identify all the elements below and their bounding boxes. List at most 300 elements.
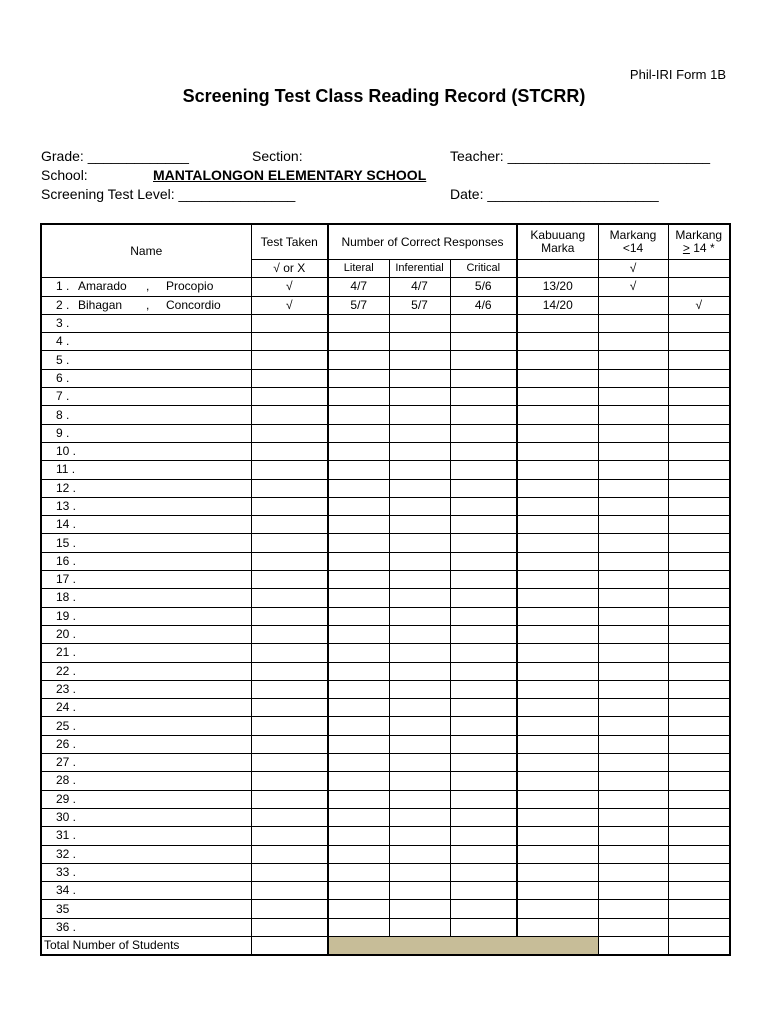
inferential-cell bbox=[389, 424, 450, 442]
kabuuang-cell bbox=[517, 534, 598, 552]
kabuuang-cell: 14/20 bbox=[517, 296, 598, 314]
student-name-cell bbox=[41, 351, 251, 369]
test-taken-cell bbox=[251, 808, 328, 826]
literal-cell bbox=[328, 571, 389, 589]
form-id: Phil-IRI Form 1B bbox=[629, 67, 726, 82]
row-number: 31 . bbox=[56, 828, 77, 843]
critical-cell bbox=[450, 571, 517, 589]
markang-ge14-cell bbox=[668, 699, 730, 717]
inferential-cell bbox=[389, 442, 450, 460]
student-name-cell bbox=[41, 607, 251, 625]
table-row bbox=[41, 644, 730, 662]
markang-ge14-cell bbox=[668, 479, 730, 497]
section-field: Section: bbox=[252, 148, 303, 164]
row-number: 17 . bbox=[56, 572, 77, 587]
kabuuang-cell bbox=[517, 845, 598, 863]
test-taken-cell bbox=[251, 845, 328, 863]
kabuuang-cell bbox=[517, 607, 598, 625]
markang-lt14-cell bbox=[598, 863, 668, 881]
literal-cell bbox=[328, 552, 389, 570]
kabuuang-cell bbox=[517, 699, 598, 717]
inferential-cell bbox=[389, 735, 450, 753]
kabuuang-cell bbox=[517, 552, 598, 570]
literal-cell bbox=[328, 516, 389, 534]
inferential-cell bbox=[389, 607, 450, 625]
markang-ge14-cell bbox=[668, 461, 730, 479]
inferential-cell bbox=[389, 589, 450, 607]
critical-cell bbox=[450, 351, 517, 369]
kabuuang-cell bbox=[517, 589, 598, 607]
student-name-cell bbox=[41, 717, 251, 735]
markang-lt14-cell bbox=[598, 516, 668, 534]
kabuuang-cell bbox=[517, 625, 598, 643]
table-row bbox=[41, 772, 730, 790]
test-taken-cell bbox=[251, 625, 328, 643]
markang-ge14-line2: 14 * bbox=[689, 241, 715, 255]
student-last-name: Bihagan bbox=[78, 297, 123, 312]
table-row bbox=[41, 388, 730, 406]
critical-cell bbox=[450, 699, 517, 717]
student-name-cell bbox=[41, 680, 251, 698]
literal-cell bbox=[328, 497, 389, 515]
student-name-cell bbox=[41, 388, 251, 406]
critical-cell bbox=[450, 808, 517, 826]
student-name-cell bbox=[41, 424, 251, 442]
inferential-cell bbox=[389, 351, 450, 369]
critical-cell bbox=[450, 625, 517, 643]
kabuuang-cell bbox=[517, 662, 598, 680]
row-number: 30 . bbox=[56, 810, 77, 825]
page-title: Screening Test Class Reading Record (STCRR) bbox=[182, 86, 586, 106]
table-row bbox=[41, 333, 730, 351]
test-taken-cell bbox=[251, 882, 328, 900]
literal-cell bbox=[328, 772, 389, 790]
critical-cell bbox=[450, 882, 517, 900]
row-number: 12 . bbox=[56, 480, 77, 495]
row-number: 35 bbox=[56, 901, 70, 916]
kabuuang-cell bbox=[517, 461, 598, 479]
literal-cell bbox=[328, 442, 389, 460]
test-taken-cell bbox=[251, 790, 328, 808]
table-row bbox=[41, 424, 730, 442]
literal-cell bbox=[328, 845, 389, 863]
markang-ge14-cell bbox=[668, 717, 730, 735]
inferential-cell bbox=[389, 552, 450, 570]
markang-ge14-cell bbox=[668, 754, 730, 772]
markang-ge14-subheader bbox=[668, 260, 730, 278]
table-row bbox=[41, 680, 730, 698]
critical-cell bbox=[450, 516, 517, 534]
literal-cell bbox=[328, 607, 389, 625]
inferential-cell bbox=[389, 571, 450, 589]
test-taken-cell bbox=[251, 424, 328, 442]
teacher-field: Teacher: __________________________ bbox=[450, 148, 711, 164]
student-name-cell bbox=[41, 918, 251, 936]
markang-lt14-cell bbox=[598, 351, 668, 369]
literal-cell bbox=[328, 461, 389, 479]
test-taken-cell bbox=[251, 534, 328, 552]
markang-ge14-cell bbox=[668, 388, 730, 406]
critical-cell: 5/6 bbox=[450, 278, 517, 296]
student-name-cell bbox=[41, 516, 251, 534]
row-number: 33 . bbox=[56, 864, 77, 879]
test-taken-cell bbox=[251, 516, 328, 534]
test-taken-cell bbox=[251, 479, 328, 497]
row-number: 19 . bbox=[56, 608, 77, 623]
markang-ge14-cell bbox=[668, 278, 730, 296]
test-taken-subheader: √ or X bbox=[251, 260, 328, 278]
test-taken-cell bbox=[251, 699, 328, 717]
kabuuang-subheader bbox=[517, 260, 598, 278]
table-row bbox=[41, 607, 730, 625]
critical-cell bbox=[450, 333, 517, 351]
kabuuang-line2: Marka bbox=[541, 241, 575, 255]
row-number: 24 . bbox=[56, 700, 77, 715]
critical-cell bbox=[450, 918, 517, 936]
test-taken-cell bbox=[251, 827, 328, 845]
markang-ge14-cell bbox=[668, 790, 730, 808]
markang-lt14-cell bbox=[598, 406, 668, 424]
critical-header: Critical bbox=[450, 260, 517, 278]
critical-cell bbox=[450, 790, 517, 808]
total-test-taken-cell bbox=[251, 936, 328, 955]
inferential-cell bbox=[389, 644, 450, 662]
student-name-cell bbox=[41, 772, 251, 790]
inferential-cell bbox=[389, 516, 450, 534]
row-number: 10 . bbox=[56, 444, 77, 459]
grade-field: Grade: _____________ bbox=[41, 148, 189, 164]
markang-lt14-cell bbox=[598, 900, 668, 918]
row-number: 27 . bbox=[56, 755, 77, 770]
inferential-cell bbox=[389, 827, 450, 845]
kabuuang-cell bbox=[517, 351, 598, 369]
student-name-cell bbox=[41, 333, 251, 351]
kabuuang-cell bbox=[517, 479, 598, 497]
literal-cell bbox=[328, 863, 389, 881]
table-row bbox=[41, 625, 730, 643]
row-number: 11 . bbox=[56, 462, 76, 477]
test-taken-cell bbox=[251, 607, 328, 625]
markang-ge14-cell bbox=[668, 918, 730, 936]
markang-ge14-cell bbox=[668, 863, 730, 881]
markang-lt14-cell bbox=[598, 735, 668, 753]
inferential-cell bbox=[389, 388, 450, 406]
critical-cell bbox=[450, 534, 517, 552]
markang-ge14-cell bbox=[668, 662, 730, 680]
markang-lt14-subheader: √ bbox=[598, 260, 668, 278]
row-number: 20 . bbox=[56, 627, 77, 642]
critical-cell bbox=[450, 754, 517, 772]
table-row bbox=[41, 790, 730, 808]
literal-cell bbox=[328, 314, 389, 332]
markang-lt14-cell bbox=[598, 589, 668, 607]
table-row bbox=[41, 808, 730, 826]
student-name-cell bbox=[41, 662, 251, 680]
test-taken-cell bbox=[251, 552, 328, 570]
inferential-cell bbox=[389, 461, 450, 479]
inferential-header: Inferential bbox=[389, 260, 450, 278]
markang-ge14-cell bbox=[668, 406, 730, 424]
test-taken-cell bbox=[251, 497, 328, 515]
markang-lt14-cell: √ bbox=[598, 278, 668, 296]
row-number: 1 . bbox=[56, 279, 70, 294]
kabuuang-cell bbox=[517, 388, 598, 406]
literal-cell bbox=[328, 333, 389, 351]
screening-level-field: Screening Test Level: _______________ bbox=[41, 186, 296, 202]
critical-cell bbox=[450, 479, 517, 497]
kabuuang-cell bbox=[517, 406, 598, 424]
date-field: Date: ______________________ bbox=[450, 186, 659, 202]
row-number: 13 . bbox=[56, 499, 77, 513]
test-taken-cell bbox=[251, 406, 328, 424]
inferential-cell bbox=[389, 918, 450, 936]
kabuuang-cell bbox=[517, 863, 598, 881]
kabuuang-cell bbox=[517, 314, 598, 332]
table-row bbox=[41, 918, 730, 936]
markang-lt14-cell bbox=[598, 882, 668, 900]
inferential-cell bbox=[389, 534, 450, 552]
kabuuang-cell bbox=[517, 918, 598, 936]
table-row bbox=[41, 516, 730, 534]
kabuuang-cell bbox=[517, 516, 598, 534]
critical-cell bbox=[450, 845, 517, 863]
test-taken-cell bbox=[251, 918, 328, 936]
table-row bbox=[41, 442, 730, 460]
literal-cell bbox=[328, 717, 389, 735]
markang-ge14-cell bbox=[668, 735, 730, 753]
markang-lt14-header bbox=[598, 224, 668, 260]
row-number: 36 . bbox=[56, 919, 77, 934]
table-row bbox=[41, 278, 730, 296]
markang-ge14-cell bbox=[668, 882, 730, 900]
critical-cell bbox=[450, 589, 517, 607]
student-name-cell bbox=[41, 296, 251, 314]
kabuuang-line1: Kabuuang bbox=[530, 228, 586, 242]
critical-cell bbox=[450, 552, 517, 570]
total-ge14-cell bbox=[668, 936, 730, 955]
row-number: 26 . bbox=[56, 736, 77, 751]
test-taken-cell bbox=[251, 388, 328, 406]
markang-lt14-cell bbox=[598, 461, 668, 479]
critical-cell bbox=[450, 644, 517, 662]
reading-record-table bbox=[40, 223, 731, 956]
literal-cell bbox=[328, 827, 389, 845]
school-name: MANTALONGON ELEMENTARY SCHOOL bbox=[153, 167, 427, 183]
student-name-cell bbox=[41, 369, 251, 387]
student-name-cell bbox=[41, 790, 251, 808]
row-number: 23 . bbox=[56, 681, 77, 696]
table-row bbox=[41, 296, 730, 314]
literal-cell bbox=[328, 662, 389, 680]
kabuuang-cell bbox=[517, 790, 598, 808]
row-number: 32 . bbox=[56, 846, 77, 861]
student-name-cell bbox=[41, 534, 251, 552]
kabuuang-cell bbox=[517, 369, 598, 387]
markang-ge14-cell bbox=[668, 571, 730, 589]
kabuuang-cell bbox=[517, 772, 598, 790]
kabuuang-cell bbox=[517, 442, 598, 460]
markang-lt14-cell bbox=[598, 827, 668, 845]
inferential-cell bbox=[389, 625, 450, 643]
literal-cell bbox=[328, 790, 389, 808]
markang-ge14-cell bbox=[668, 314, 730, 332]
markang-lt14-cell bbox=[598, 607, 668, 625]
student-name-cell bbox=[41, 552, 251, 570]
inferential-cell bbox=[389, 790, 450, 808]
row-number: 22 . bbox=[56, 663, 77, 678]
table-row bbox=[41, 552, 730, 570]
markang-ge14-cell bbox=[668, 424, 730, 442]
literal-cell bbox=[328, 388, 389, 406]
name-header: Name bbox=[41, 224, 251, 278]
markang-lt14-cell bbox=[598, 644, 668, 662]
student-name-cell bbox=[41, 461, 251, 479]
literal-cell bbox=[328, 754, 389, 772]
student-name-cell bbox=[41, 754, 251, 772]
markang-ge14-cell bbox=[668, 369, 730, 387]
critical-cell bbox=[450, 369, 517, 387]
student-name-cell bbox=[41, 278, 251, 296]
name-separator: , bbox=[146, 279, 150, 294]
student-first-name: Concordio bbox=[166, 297, 221, 312]
kabuuang-header bbox=[517, 224, 598, 260]
inferential-cell bbox=[389, 333, 450, 351]
markang-ge14-cell bbox=[668, 552, 730, 570]
test-taken-cell bbox=[251, 662, 328, 680]
markang-ge14-cell bbox=[668, 607, 730, 625]
kabuuang-cell bbox=[517, 754, 598, 772]
table-row bbox=[41, 314, 730, 332]
critical-cell bbox=[450, 863, 517, 881]
markang-ge14-cell bbox=[668, 808, 730, 826]
kabuuang-cell bbox=[517, 900, 598, 918]
markang-lt14-cell bbox=[598, 808, 668, 826]
literal-cell bbox=[328, 699, 389, 717]
inferential-cell bbox=[389, 845, 450, 863]
markang-lt14-cell bbox=[598, 571, 668, 589]
markang-lt14-cell bbox=[598, 442, 668, 460]
markang-lt14-cell bbox=[598, 918, 668, 936]
inferential-cell bbox=[389, 369, 450, 387]
student-name-cell bbox=[41, 845, 251, 863]
markang-lt14-cell bbox=[598, 790, 668, 808]
table-row bbox=[41, 845, 730, 863]
markang-ge14-line1: Markang bbox=[675, 228, 723, 242]
student-name-cell bbox=[41, 571, 251, 589]
row-number: 9 . bbox=[56, 425, 70, 440]
inferential-cell bbox=[389, 863, 450, 881]
test-taken-cell bbox=[251, 863, 328, 881]
student-name-cell bbox=[41, 900, 251, 918]
table-row bbox=[41, 369, 730, 387]
inferential-cell: 4/7 bbox=[389, 278, 450, 296]
kabuuang-cell: 13/20 bbox=[517, 278, 598, 296]
table-row bbox=[41, 571, 730, 589]
test-taken-cell bbox=[251, 754, 328, 772]
inferential-cell bbox=[389, 314, 450, 332]
test-taken-cell bbox=[251, 900, 328, 918]
inferential-cell bbox=[389, 662, 450, 680]
total-lt14-cell bbox=[598, 936, 668, 955]
student-last-name: Amarado bbox=[78, 279, 127, 294]
literal-cell bbox=[328, 589, 389, 607]
markang-ge14-cell bbox=[668, 534, 730, 552]
markang-ge14-cell bbox=[668, 680, 730, 698]
student-name-cell bbox=[41, 863, 251, 881]
markang-lt14-cell bbox=[598, 333, 668, 351]
table-row bbox=[41, 497, 730, 515]
literal-cell bbox=[328, 369, 389, 387]
student-name-cell bbox=[41, 808, 251, 826]
test-taken-cell bbox=[251, 351, 328, 369]
literal-cell bbox=[328, 479, 389, 497]
markang-ge14-cell bbox=[668, 333, 730, 351]
kabuuang-cell bbox=[517, 497, 598, 515]
critical-cell bbox=[450, 772, 517, 790]
row-number: 16 . bbox=[56, 553, 77, 568]
row-number: 28 . bbox=[56, 773, 77, 788]
critical-cell bbox=[450, 314, 517, 332]
row-number: 7 . bbox=[56, 389, 70, 404]
student-name-cell bbox=[41, 589, 251, 607]
critical-cell bbox=[450, 442, 517, 460]
test-taken-cell: √ bbox=[251, 296, 328, 314]
markang-lt14-cell bbox=[598, 369, 668, 387]
markang-ge14-cell bbox=[668, 827, 730, 845]
literal-cell bbox=[328, 900, 389, 918]
markang-lt14-cell bbox=[598, 717, 668, 735]
test-taken-cell bbox=[251, 369, 328, 387]
kabuuang-cell bbox=[517, 424, 598, 442]
critical-cell: 4/6 bbox=[450, 296, 517, 314]
total-shaded-cell bbox=[328, 936, 598, 955]
inferential-cell bbox=[389, 479, 450, 497]
school-label: School: bbox=[41, 167, 88, 183]
critical-cell bbox=[450, 827, 517, 845]
test-taken-cell: √ bbox=[251, 278, 328, 296]
table-row bbox=[41, 863, 730, 881]
markang-lt14-line1: Markang bbox=[609, 228, 657, 242]
total-students-label: Total Number of Students bbox=[41, 936, 251, 955]
markang-ge14-header bbox=[668, 224, 730, 260]
test-taken-cell bbox=[251, 461, 328, 479]
table-row bbox=[41, 406, 730, 424]
kabuuang-cell bbox=[517, 827, 598, 845]
markang-ge14-cell bbox=[668, 845, 730, 863]
table-row bbox=[41, 735, 730, 753]
literal-header: Literal bbox=[328, 260, 389, 278]
student-name-cell bbox=[41, 497, 251, 515]
test-taken-cell bbox=[251, 772, 328, 790]
kabuuang-cell bbox=[517, 644, 598, 662]
critical-cell bbox=[450, 461, 517, 479]
critical-cell bbox=[450, 607, 517, 625]
test-taken-header: Test Taken bbox=[251, 224, 328, 260]
student-name-cell bbox=[41, 735, 251, 753]
table-row bbox=[41, 717, 730, 735]
inferential-cell bbox=[389, 699, 450, 717]
kabuuang-cell bbox=[517, 808, 598, 826]
literal-cell bbox=[328, 351, 389, 369]
inferential-cell bbox=[389, 882, 450, 900]
markang-ge14-cell bbox=[668, 442, 730, 460]
kabuuang-cell bbox=[517, 882, 598, 900]
row-number: 14 . bbox=[56, 517, 77, 532]
critical-cell bbox=[450, 717, 517, 735]
kabuuang-cell bbox=[517, 680, 598, 698]
markang-lt14-cell bbox=[598, 296, 668, 314]
markang-lt14-cell bbox=[598, 662, 668, 680]
